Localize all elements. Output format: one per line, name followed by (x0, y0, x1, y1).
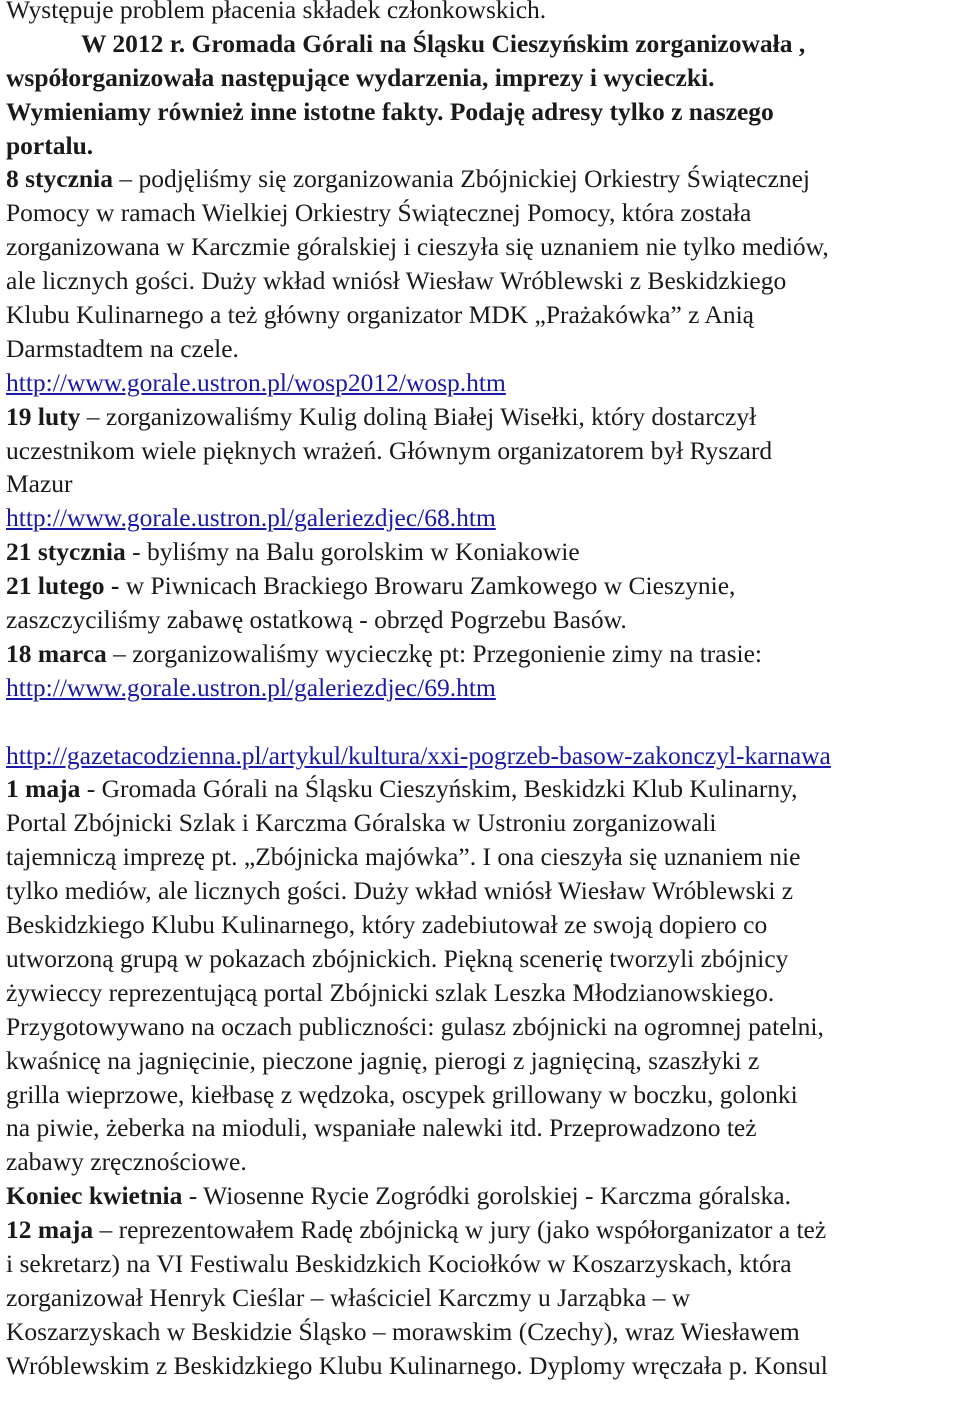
text-line: współorganizowała następujące wydarzenia, imprezy i wycieczki. (6, 62, 715, 92)
event-date: Koniec kwietnia (6, 1181, 183, 1211)
text-line: na piwie, żeberka na mioduli, wspaniałe nalewki itd. Przeprowadzono też (6, 1113, 757, 1143)
entry-line (6, 1213, 960, 1247)
entry-line (6, 162, 960, 196)
text-line: Klubu Kulinarnego a też główny organizator MDK „Prażakówka” z Anią (6, 300, 755, 330)
event-text: w Piwnicach Brackiego Browaru Zamkowego w Cieszynie, (119, 571, 736, 601)
text-line: Pomocy w ramach Wielkiej Orkiestry Świątecznej Pomocy, która została (6, 198, 752, 228)
text-line: żywieccy reprezentującą portal Zbójnicki szlak Leszka Młodzianowskiego. (6, 977, 775, 1007)
event-text: – reprezentowałem Radę zbójnicką w jury (jako współorganizator a też (93, 1215, 827, 1245)
text-line: tylko mediów, ale licznych gości. Duży wkład wniósł Wiesław Wróblewski z (6, 876, 794, 906)
entry-line (6, 637, 960, 671)
text-line: tajemniczą imprezę pt. „Zbójnicka majówka”. I ona cieszyła się uznaniem nie (6, 842, 801, 872)
text-line: Przygotowywano na oczach publiczności: gulasz zbójnicki na ogromnej patelni, (6, 1011, 824, 1041)
text-line: Beskidzkiego Klubu Kulinarnego, który zadebiutował ze swoją dopiero co (6, 910, 768, 940)
event-text: - byliśmy na Balu gorolskim w Koniakowie (125, 537, 580, 567)
event-text: - Gromada Górali na Śląsku Cieszyńskim, Beskidzki Klub Kulinarny, (80, 774, 798, 804)
event-date: 8 stycznia (6, 164, 113, 194)
text-line: Mazur (6, 469, 73, 499)
event-text: - Wiosenne Rycie Zogródki gorolskiej - Karczma góralska. (182, 1181, 791, 1211)
entry-line (6, 569, 960, 603)
text-line: zorganizowana w Karczmie góralskiej i cieszyła się uznaniem nie tylko mediów, (6, 232, 829, 262)
text-line: zorganizował Henryk Cieślar – właściciel Karczmy u Jarząbka – w (6, 1282, 691, 1312)
entry-line (6, 535, 960, 569)
intro-heading: W 2012 r. Gromada Górali na Śląsku Cieszyńskim zorganizowała , (81, 28, 806, 58)
event-text: – podjęliśmy się zorganizowania Zbójnickiej Orkiestry Świątecznej (112, 164, 810, 194)
event-date: 1 maja (6, 774, 81, 804)
text-line: ale licznych gości. Duży wkład wniósł Wiesław Wróblewski z Beskidzkiego (6, 266, 787, 296)
text-line: Wróblewskim z Beskidzkiego Klubu Kulinarnego. Dyplomy wręczała p. Konsul (6, 1350, 828, 1380)
event-text: – zorganizowaliśmy wycieczkę pt: Przegonienie zimy na trasie: (106, 638, 763, 668)
text-line: i sekretarz) na VI Festiwalu Beskidzkich Kociołków w Koszarzyskach, która (6, 1248, 792, 1278)
text-line: grilla wieprzowe, kiełbasę z wędzoka, oscypek grillowany w boczku, golonki (6, 1079, 798, 1109)
entry-line (6, 772, 960, 806)
text-line: kwaśnicę na jagnięcinie, pieczone jagnię, pierogi z jagnięciną, szaszłyki z (6, 1045, 760, 1075)
text-line: portalu. (6, 130, 94, 160)
text-line: Darmstadtem na czele. (6, 333, 239, 363)
event-date: 12 maja (6, 1215, 94, 1245)
event-date: 21 lutego - (6, 571, 120, 601)
event-date: 21 stycznia (6, 537, 126, 567)
text-line: Występuje problem płacenia składek członkowskich. (6, 0, 547, 24)
gallery-68-link[interactable]: http://www.gorale.ustron.pl/galeriezdjec/68.htm (6, 503, 496, 533)
wosp-link[interactable]: http://www.gorale.ustron.pl/wosp2012/wosp.htm (6, 367, 506, 397)
entry-line (6, 1179, 960, 1213)
event-date: 19 luty (6, 401, 81, 431)
event-text: – zorganizowaliśmy Kulig doliną Białej Wisełki, który dostarczył (80, 401, 757, 431)
text-line: utworzoną grupą w pokazach zbójnickich. Piękną scenerię tworzyli zbójnicy (6, 943, 789, 973)
entry-line (6, 400, 960, 434)
text-line: Koszarzyskach w Beskidzie Śląsko – morawskim (Czechy), wraz Wiesławem (6, 1316, 800, 1346)
gallery-69-link[interactable]: http://www.gorale.ustron.pl/galeriezdjec/69.htm (6, 672, 496, 702)
event-date: 18 marca (6, 638, 107, 668)
gazeta-link[interactable]: http://gazetacodzienna.pl/artykul/kultura/xxi-pogrzeb-basow-zakonczyl-karnawa (6, 740, 831, 770)
text-line: Wymieniamy również inne istotne fakty. Podaję adresy tylko z naszego (6, 96, 774, 126)
text-line: zabawy zręcznościowe. (6, 1147, 247, 1177)
text-line: zaszczyciliśmy zabawę ostatkową - obrzęd Pogrzebu Basów. (6, 605, 627, 635)
text-line: uczestnikom wiele pięknych wrażeń. Głównym organizatorem był Ryszard (6, 435, 773, 465)
blank-line (6, 705, 960, 739)
text-line: Portal Zbójnicki Szlak i Karczma Góralska w Ustroniu zorganizowali (6, 808, 717, 838)
